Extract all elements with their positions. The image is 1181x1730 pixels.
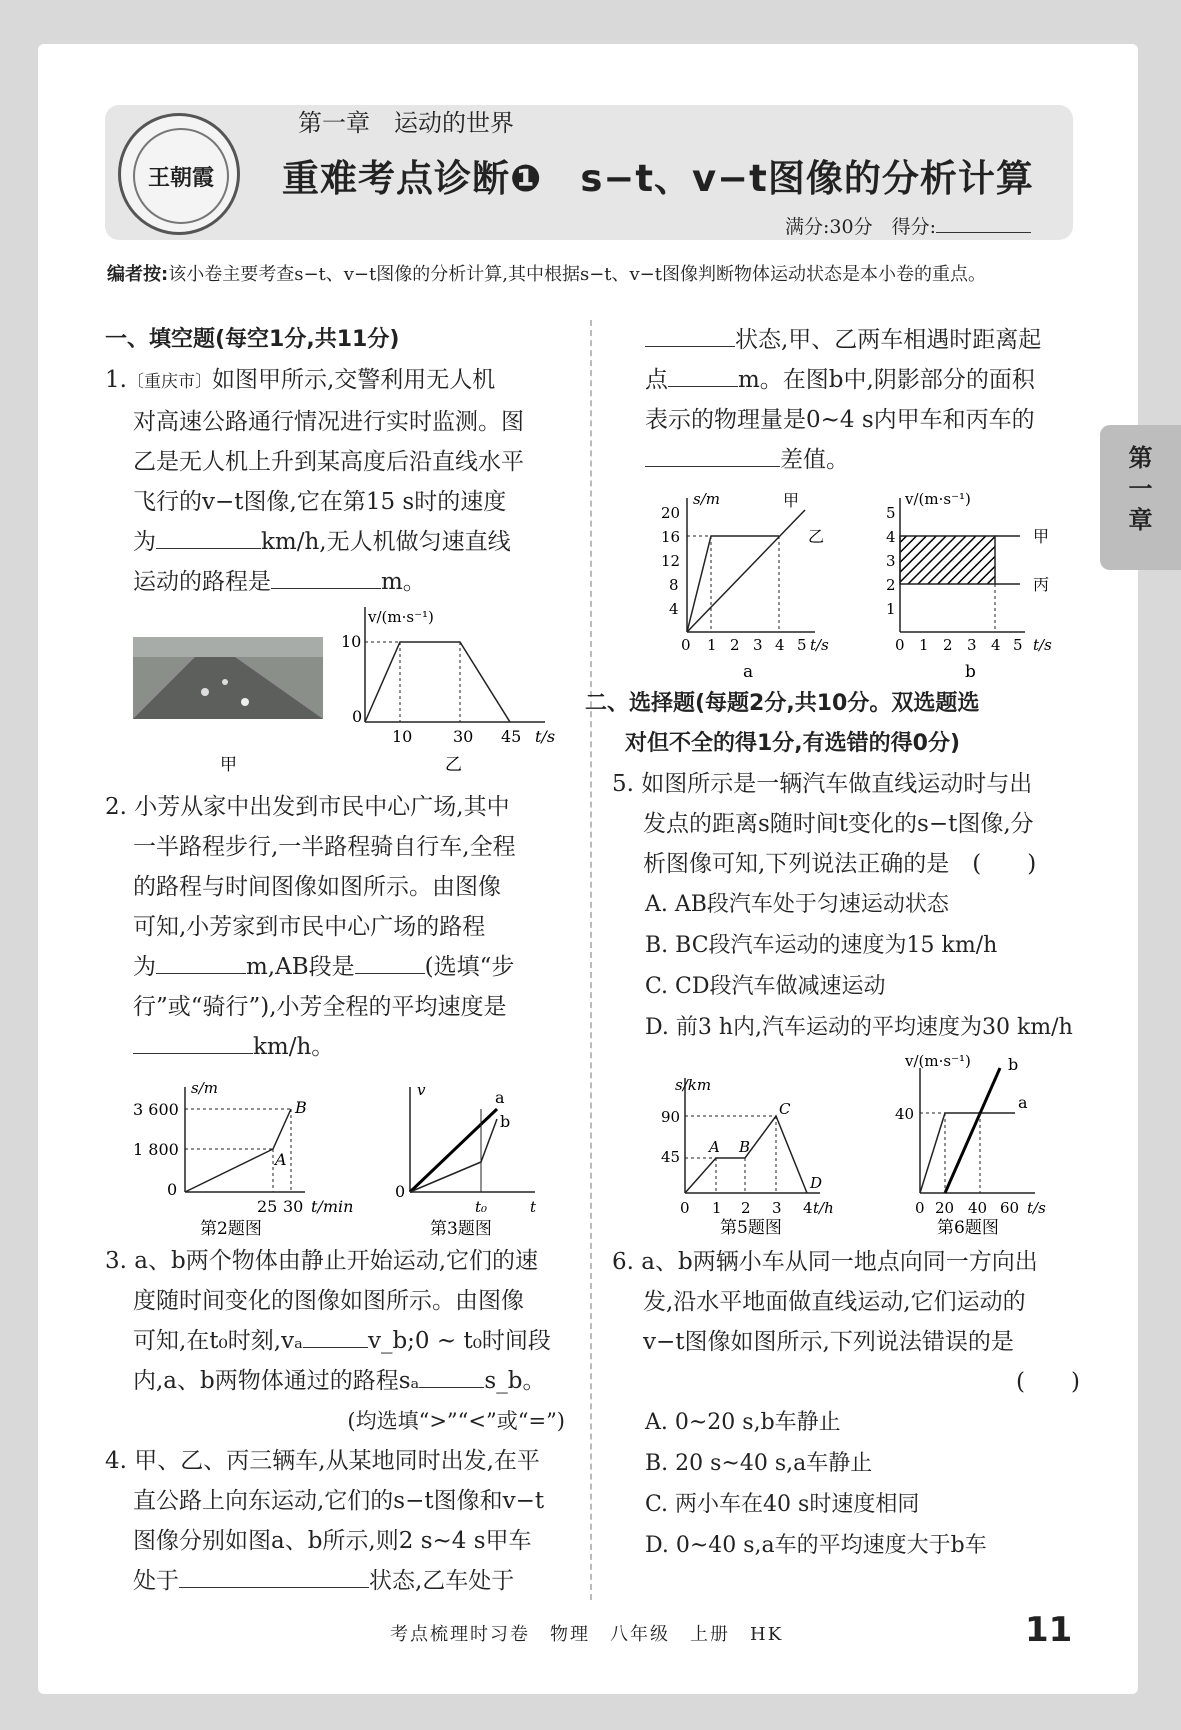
tick-label: 5	[797, 636, 807, 654]
tick-label: 3	[967, 636, 977, 654]
page-number: 11	[1025, 1610, 1073, 1650]
tick-label: 0	[681, 636, 691, 654]
point-label: B	[295, 1098, 307, 1117]
option-a[interactable]: A. 0~20 s,b车静止	[645, 1410, 841, 1435]
svg-text:第3题图: 第3题图	[430, 1219, 492, 1237]
option-c[interactable]: C. 两小车在40 s时速度相同	[645, 1492, 920, 1517]
tick-label: 4	[775, 636, 785, 654]
svg-text:乙: 乙	[445, 755, 462, 775]
question-3: 3. a、b两个物体由静止开始运动,它们的速 度随时间变化的图像如图所示。由图像 可知,在t₀时刻,vₐ v_b;0 ~ t₀时间段 内,a、b两物体通过的路程sₐ s_b。 (均选填“>”“<”或“=”)	[105, 1248, 565, 1433]
series-label: 丙	[1033, 575, 1050, 594]
q1-figures	[105, 602, 565, 777]
tick-label: 10	[392, 727, 413, 746]
section-heading-choice: 二、选择题(每题2分,共10分。双选题选	[585, 691, 980, 716]
y-axis-label: s/km	[675, 1076, 712, 1094]
tick-label: 0	[167, 1180, 178, 1199]
tick-label: 1	[886, 600, 896, 618]
tick-label: 40	[968, 1199, 988, 1217]
tick-label: 1	[919, 636, 929, 654]
answer-blank[interactable]	[133, 1029, 253, 1054]
side-tab: 第一章	[1100, 425, 1181, 570]
tick-label: 0	[352, 707, 363, 726]
q4-figures	[615, 480, 1080, 680]
answer-blank[interactable]	[355, 949, 425, 974]
series-label: 甲	[783, 491, 800, 510]
tick-label: 40	[895, 1105, 915, 1123]
y-axis-label: v/(m·s⁻¹)	[905, 490, 971, 508]
q3-vt-graph	[395, 1081, 537, 1216]
tick-label: 0	[680, 1199, 690, 1217]
drone-photo	[133, 637, 323, 719]
y-axis-label: v	[417, 1081, 426, 1099]
option-d[interactable]: D. 前3 h内,汽车运动的平均速度为30 km/h	[645, 1015, 1073, 1040]
right-column: 状态,甲、乙两车相遇时距离起 点 m。在图b中,阴影部分的面积 表示的物理量是0~4 s内甲车和丙车的 差值。 s/m 20 16 12 8 4 0 1 2 3 4 5 t/s 甲 乙 a v/(m·s⁻¹) 5 4 3 2 1 0 1 2 3 4 5 t/s 甲 丙 b 二、选择题(每题2分,共10分。双选题选 对但不全的得1分,有选错的得0分) 5. 如图所示是一辆汽车做直线运动时与出 发点的距离s随时间t变化的s−t图像,分 析图像可知,下列说法正确的是 ( ) A. AB段汽车处于匀速运动状态 B. BC段汽车运动的速度为15 km/h C. CD段汽车做减速运动 D. 前3 h内,汽车运动的平均速度为30 km/h s/km 90 45 0 1 2 3 4 t/h A B C D 第5题图 v/(m·s⁻¹) 40 0 20 40 60 t/s b a 第6题图 6. a、b两辆小车从同一地点向同一方向出 发,沿水平地面做直线运动,它们运动的 v−t图像如图所示,下列说法错误的是 ( ) A. 0~20 s,b车静止 B. 20 s~40 s,a车静止 C. 两小车在40 s时速度相同 D. 0~40 s,a车的平均速度大于b车	[615, 320, 1080, 1566]
section-heading-fill: 一、填空题(每空1分,共11分)	[105, 327, 400, 352]
x-axis-label: t/s	[1027, 1199, 1046, 1217]
left-column	[105, 320, 565, 1601]
tick-label: 45	[661, 1148, 681, 1166]
tick-label: 3	[772, 1199, 782, 1217]
svg-text:a: a	[743, 662, 754, 680]
tick-label: 4	[991, 636, 1001, 654]
option-c[interactable]: C. CD段汽车做减速运动	[645, 974, 886, 999]
q5-q6-figures	[615, 1048, 1080, 1238]
tick-label: 2	[730, 636, 740, 654]
tick-label: 16	[661, 528, 681, 546]
tick-label: 2	[943, 636, 953, 654]
column-divider	[590, 320, 592, 1600]
q2-st-graph	[133, 1079, 353, 1216]
tick-label: 12	[661, 552, 681, 570]
tick-label: 30	[453, 727, 474, 746]
tick-label: 3	[753, 636, 763, 654]
option-b[interactable]: B. 20 s~40 s,a车静止	[645, 1451, 873, 1476]
editor-note: 编者按:该小卷主要考查s−t、v−t图像的分析计算,其中根据s−t、v−t图像判断物体运动状态是本小卷的重点。	[107, 264, 986, 285]
y-axis-label: s/m	[191, 1079, 218, 1097]
q4-graph-b	[886, 490, 1052, 680]
question-5: 5. 如图所示是一辆汽车做直线运动时与出 发点的距离s随时间t变化的s−t图像,分 析图像可知,下列说法正确的是 ( ) A. AB段汽车处于匀速运动状态 B. BC段汽车运动的速度为15 km/h C. CD段汽车做减速运动 D. 前3 h内,汽车运动的平均速度为30 km/h s/km 90 45 0 1 2 3 4 t/h A B C D 第5题图 v/(m·s⁻¹) 40 0 20 40 60 t/s b a 第6题图	[615, 764, 1080, 1242]
svg-text:第2题图: 第2题图	[200, 1219, 262, 1237]
tick-label: t₀	[475, 1198, 488, 1216]
y-axis-label: v/(m·s⁻¹)	[368, 608, 434, 626]
tick-label: 2	[886, 576, 896, 594]
q1-vt-graph	[341, 607, 555, 746]
svg-text:b: b	[965, 662, 976, 680]
point-label: A	[709, 1138, 720, 1156]
question-1: 1.〔重庆市〕如图甲所示,交警利用无人机 对高速公路通行情况进行实时监测。图 乙是无人机上升到某高度后沿直线水平 飞行的v−t图像,它在第15 s时的速度 为 km/h,无人机做匀速直线 运动的路程是 m。 v/(m·s⁻¹) 10 0 10 30 45 t/s 甲 乙	[105, 360, 565, 781]
series-label: a	[1018, 1093, 1028, 1112]
answer-blank[interactable]	[645, 442, 780, 467]
question-6: 6. a、b两辆小车从同一地点向同一方向出 发,沿水平地面做直线运动,它们运动的 v−t图像如图所示,下列说法错误的是 ( ) A. 0~20 s,b车静止 B. 20 s~40 s,a车静止 C. 两小车在40 s时速度相同 D. 0~40 s,a车的平均速度大于b车	[615, 1242, 1080, 1566]
tick-label: 0	[895, 636, 905, 654]
tick-label: 4	[669, 600, 679, 618]
series-label: b	[500, 1112, 511, 1131]
answer-blank[interactable]	[271, 564, 381, 589]
series-label: a	[495, 1088, 505, 1107]
tick-label: 8	[669, 576, 679, 594]
seal-logo: 王朝霞	[118, 113, 240, 235]
tick-label: 5	[886, 504, 896, 522]
footer: 考点梳理时习卷 物理 八年级 上册 HK	[390, 1624, 784, 1645]
svg-text:第5题图: 第5题图	[720, 1218, 782, 1238]
tick-label: 3	[886, 552, 896, 570]
tick-label: 0	[915, 1199, 925, 1217]
x-axis-label: t	[530, 1198, 537, 1216]
answer-blank[interactable]	[156, 949, 246, 974]
score-line: 满分:30分 得分:	[785, 212, 1031, 239]
tick-label: 60	[1000, 1199, 1020, 1217]
answer-blank[interactable]	[419, 1363, 484, 1388]
tick-label: 30	[283, 1197, 304, 1216]
option-b[interactable]: B. BC段汽车运动的速度为15 km/h	[645, 933, 998, 958]
answer-blank[interactable]	[645, 322, 735, 347]
score-blank[interactable]	[936, 214, 1031, 233]
answer-blank[interactable]	[179, 1563, 369, 1588]
x-axis-label: t/s	[1033, 636, 1052, 654]
tick-label: 3 600	[133, 1100, 179, 1119]
tick-label: 10	[341, 632, 362, 651]
tick-label: 20	[935, 1199, 955, 1217]
option-a[interactable]: A. AB段汽车处于匀速运动状态	[645, 892, 949, 917]
q5-st-graph	[661, 1076, 834, 1238]
q6-vt-graph	[895, 1052, 1046, 1238]
question-2: 2. 小芳从家中出发到市民中心广场,其中 一半路程步行,一半路程骑自行车,全程 的路程与时间图像如图所示。由图像 可知,小芳家到市民中心广场的路程 为 m,AB段是 (选填“步 行”或“骑行”),小芳全程的平均速度是 km/h。 s/m 3 600 1 800 0 25 30 t/min A B 第2题图 v 0 t₀ t a b 第3题图	[105, 787, 565, 1241]
svg-text:甲: 甲	[220, 755, 237, 775]
tick-label: 4	[803, 1199, 813, 1217]
tick-label: 1 800	[133, 1140, 179, 1159]
tick-label: 1	[707, 636, 717, 654]
answer-blank[interactable]	[668, 362, 738, 387]
point-label: C	[779, 1100, 791, 1118]
q4-graph-a	[661, 490, 829, 680]
page-title: 重难考点诊断❶ s−t、v−t图像的分析计算	[282, 157, 1034, 200]
x-axis-label: t/min	[311, 1197, 354, 1216]
tick-label: 1	[712, 1199, 722, 1217]
x-axis-label: t/h	[813, 1199, 834, 1217]
tick-label: 5	[1013, 636, 1023, 654]
series-label: 乙	[808, 527, 825, 546]
svg-text:第6题图: 第6题图	[937, 1218, 999, 1238]
answer-blank[interactable]	[156, 524, 261, 549]
q2-q3-figures	[105, 1067, 565, 1237]
chapter-label: 第一章 运动的世界	[298, 109, 514, 137]
tick-label: 0	[395, 1182, 406, 1201]
x-axis-label: t/s	[810, 636, 829, 654]
option-d[interactable]: D. 0~40 s,a车的平均速度大于b车	[645, 1533, 987, 1558]
y-axis-label: s/m	[693, 490, 720, 508]
tick-label: 45	[501, 727, 522, 746]
point-label: B	[739, 1138, 751, 1156]
question-4: 4. 甲、乙、丙三辆车,从某地同时出发,在平 直公路上向东运动,它们的s−t图像和v−t 图像分别如图a、b所示,则2 s~4 s甲车 处于 状态,乙车处于	[105, 1448, 545, 1594]
series-label: b	[1008, 1055, 1019, 1074]
tick-label: 4	[886, 528, 896, 546]
tick-label: 2	[741, 1199, 751, 1217]
series-label: 甲	[1033, 527, 1050, 546]
y-axis-label: v/(m·s⁻¹)	[905, 1052, 971, 1070]
tick-label: 90	[661, 1108, 681, 1126]
x-axis-label: t/s	[535, 727, 556, 746]
tick-label: 20	[661, 504, 681, 522]
point-label: A	[275, 1150, 287, 1169]
tick-label: 25	[257, 1197, 278, 1216]
point-label: D	[810, 1174, 823, 1192]
answer-blank[interactable]	[303, 1323, 368, 1348]
